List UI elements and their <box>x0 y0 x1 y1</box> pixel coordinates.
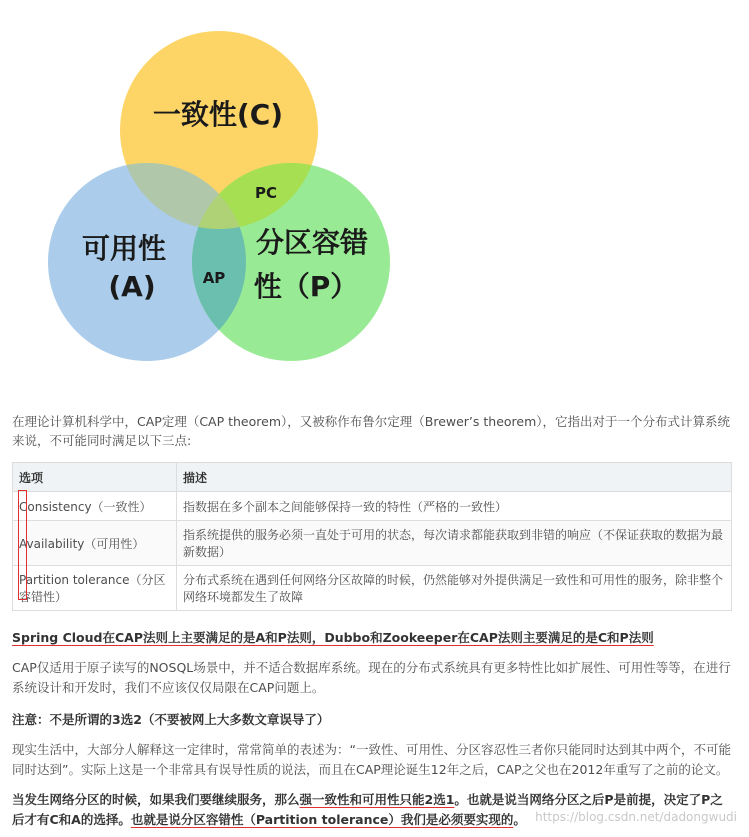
option-availability: Availability（可用性） <box>13 521 177 566</box>
desc-consistency: 指数据在多个副本之间能够保持一致的特性（严格的一致性） <box>177 492 732 521</box>
spring-dubbo-text: Spring Cloud在CAP法则上主要满足的是A和P法则，Dubbo和Zookeeper在CAP法则主要满足的是C和P法则 <box>12 630 654 645</box>
cap-venn-diagram <box>0 0 749 400</box>
cap-table <box>12 462 732 611</box>
conclusion-part2: 强一致性和可用性只能2选1 <box>299 792 455 807</box>
conclusion-part1: 当发生网络分区的时候，如果我们要继续服务，那么 <box>12 792 300 807</box>
table-row <box>13 521 732 566</box>
table-row <box>13 492 732 521</box>
c-label: 一致性(C) <box>152 98 284 131</box>
misleading-paragraph: 现实生活中，大部分人解释这一定律时，常常简单的表述为：“一致性、可用性、分区容忍性三者你只能同时达到其中两个，不可能同时达到”。实际上这是一个非常具有误导性质的说法，而且在CAP理论诞生12年之后，CAP之父也在2012年重写了之前的论文。 <box>12 742 731 777</box>
conclusion-part4: 也就是说分区容错性（Partition tolerance）我们是必须要实现的 <box>130 812 514 827</box>
note-heading: 注意：不是所谓的3选2（不要被网上大多数文章误导了） <box>12 712 330 727</box>
pc-label: PC <box>254 184 278 202</box>
table-row <box>13 566 732 611</box>
watermark-url: https://blog.csdn.net/dadongwudi <box>535 810 737 824</box>
table-header-desc: 描述 <box>177 463 732 492</box>
table-header-option: 选项 <box>13 463 177 492</box>
desc-availability: 指系统提供的服务必须一直处于可用的状态，每次请求都能获取到非错的响应（不保证获取的数据为最新数据） <box>177 521 732 566</box>
conclusion-part3: 。也就是说当网络分区之后P是前提，决定了P之后才有C和A的选择。 <box>12 792 723 827</box>
intro-text: 在理论计算机科学中，CAP定理（CAP theorem），又被称作布鲁尔定理（Brewer’s theorem），它指出对于一个分布式计算系统来说，不可能同时满足以下三点: <box>12 414 731 448</box>
spring-dubbo-note <box>12 628 734 648</box>
a-label-line1: 可用性 <box>81 232 167 265</box>
conclusion-part5: 。 <box>513 812 526 827</box>
option-consistency: Consistency（一致性） <box>13 492 177 521</box>
red-highlight-box <box>18 490 27 600</box>
a-label-line2: (A) <box>108 270 156 303</box>
ap-label: AP <box>202 269 226 287</box>
p-label-line1: 分区容错 <box>255 226 369 259</box>
option-partition: Partition tolerance（分区容错性） <box>13 566 177 611</box>
p-label-line2: 性（P） <box>253 270 359 303</box>
nosql-paragraph: CAP仅适用于原子读写的NOSQL场景中，并不适合数据库系统。现在的分布式系统具有更多特性比如扩展性、可用性等等，在进行系统设计和开发时，我们不应该仅仅局限在CAP问题上。 <box>12 660 731 695</box>
desc-partition: 分布式系统在遇到任何网络分区故障的时候，仍然能够对外提供满足一致性和可用性的服务，除非整个网络环境都发生了故障 <box>177 566 732 611</box>
